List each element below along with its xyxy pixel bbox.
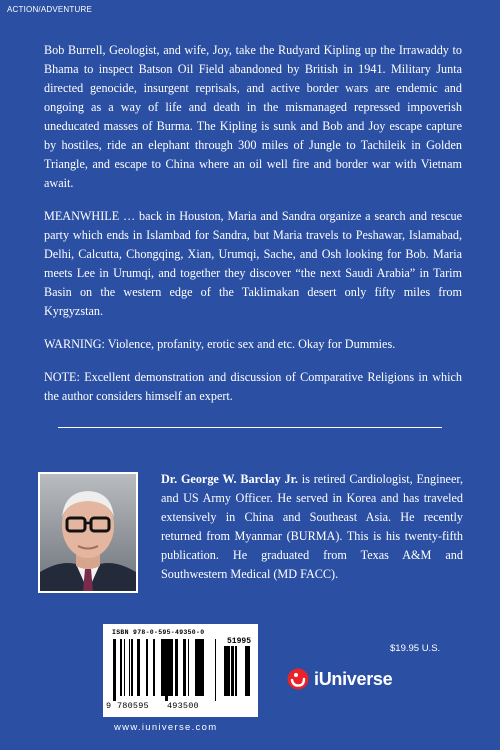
publisher-logo [287, 668, 392, 690]
author-name: Dr. George W. Barclay Jr. [161, 472, 298, 486]
book-price: $19.95 U.S. [390, 643, 441, 654]
barcode-price-code: 51995 [227, 637, 252, 646]
barcode-bar [146, 639, 148, 696]
author-bio-text: is retired Cardiologist, Engineer, and US Army Officer. He served in Korea and has traveled extensively in China and Southeast Asia. He recently returned from Myanmar (BURMA). This is his twenty-fifth publication. He graduated from Texas A&M and Southwestern Medical (MD FACC). [161, 472, 463, 581]
barcode-bar [248, 646, 250, 696]
ean-digit-left: 780595 [117, 701, 149, 711]
barcode-bar [162, 639, 165, 696]
author-photo [38, 472, 138, 593]
barcode-bar [161, 639, 162, 696]
isbn-number: ISBN 978-0-595-49350-0 [112, 629, 205, 636]
publisher-website: www.iuniverse.com [114, 722, 218, 733]
iuniverse-swirl-icon [287, 668, 309, 690]
barcode-bar [215, 639, 216, 701]
back-cover-blurb [44, 41, 462, 420]
barcode-bar [183, 639, 184, 696]
warning-paragraph: WARNING: Violence, profanity, erotic sex and etc. Okay for Dummies. [44, 337, 396, 351]
ean-digit-right: 493500 [167, 701, 199, 711]
barcode-bar [120, 639, 122, 696]
author-portrait-image [40, 474, 136, 591]
barcode-bar [132, 639, 133, 696]
barcode-bar [168, 639, 171, 696]
barcode-bar [188, 639, 189, 696]
barcode-bar [235, 646, 236, 696]
barcode-bar [202, 639, 204, 696]
section-divider [58, 427, 442, 428]
barcode-bar [224, 646, 227, 696]
isbn-barcode [103, 624, 258, 717]
barcode-bar [201, 639, 202, 696]
barcode-bar [137, 639, 140, 696]
barcode-bar [195, 639, 197, 696]
note-paragraph: NOTE: Excellent demonstration and discussion of Comparative Religions in which the author considers himself an expert. [44, 370, 462, 403]
blurb-paragraph: Bob Burrell, Geologist, and wife, Joy, take the Rudyard Kipling up the Irrawaddy to Bhama to inspect Batson Oil Field abandoned by British in 1941. Military Junta directed genocide, insurgent reprisals, and active border wars are endemic and ongoing as a way of life and death in the mismanaged repressed impoverish uneducated masses of Burma. The Kipling is sunk and Bob and Joy escape capture by hostiles, ride an elephant through 300 miles of Jungle to Tachileik in Golden Triangle, and escape to China where an oil well fire and border war with Vietnam await. [44, 43, 462, 190]
publisher-name: iUniverse [314, 668, 393, 689]
barcode-bar [113, 639, 116, 701]
barcode-bar [165, 639, 168, 701]
barcode-bar [131, 639, 132, 696]
barcode-bar [171, 639, 173, 696]
barcode-bar [227, 646, 228, 696]
barcode-bar [231, 646, 234, 696]
barcode-bar [200, 639, 201, 696]
genre-label: ACTION/ADVENTURE [7, 5, 92, 14]
barcode-bar [177, 639, 178, 696]
barcode-bar [129, 639, 130, 696]
addon-barcode-bars [224, 646, 252, 701]
barcode-bar [236, 646, 237, 696]
ean-barcode-bars [113, 639, 219, 701]
barcode-bar [199, 639, 200, 696]
barcode-bar [124, 639, 125, 696]
barcode-bar [184, 639, 186, 696]
barcode-bar [245, 646, 248, 696]
author-bio [161, 470, 463, 584]
barcode-bar [153, 639, 155, 696]
barcode-bar [228, 646, 230, 696]
blurb-paragraph: MEANWHILE … back in Houston, Maria and Sandra organize a search and rescue party which ends in Islambad for Sandra, but Maria travels to Peshawar, Islamabad, Delhi, Calcutta, Chongqing, Xian, Urumqi, Sache, and Osh looking for Bob. Maria meets Lee in Urumqi, and together they discover “the next Saudi Arabia” in Tarim Basin on the western edge of the Taklimakan desert only fifty miles from Kyrgyzstan. [44, 209, 462, 318]
barcode-bar [197, 639, 199, 696]
barcode-bar [175, 639, 177, 696]
ean-digit-prefix: 9 [106, 701, 112, 711]
